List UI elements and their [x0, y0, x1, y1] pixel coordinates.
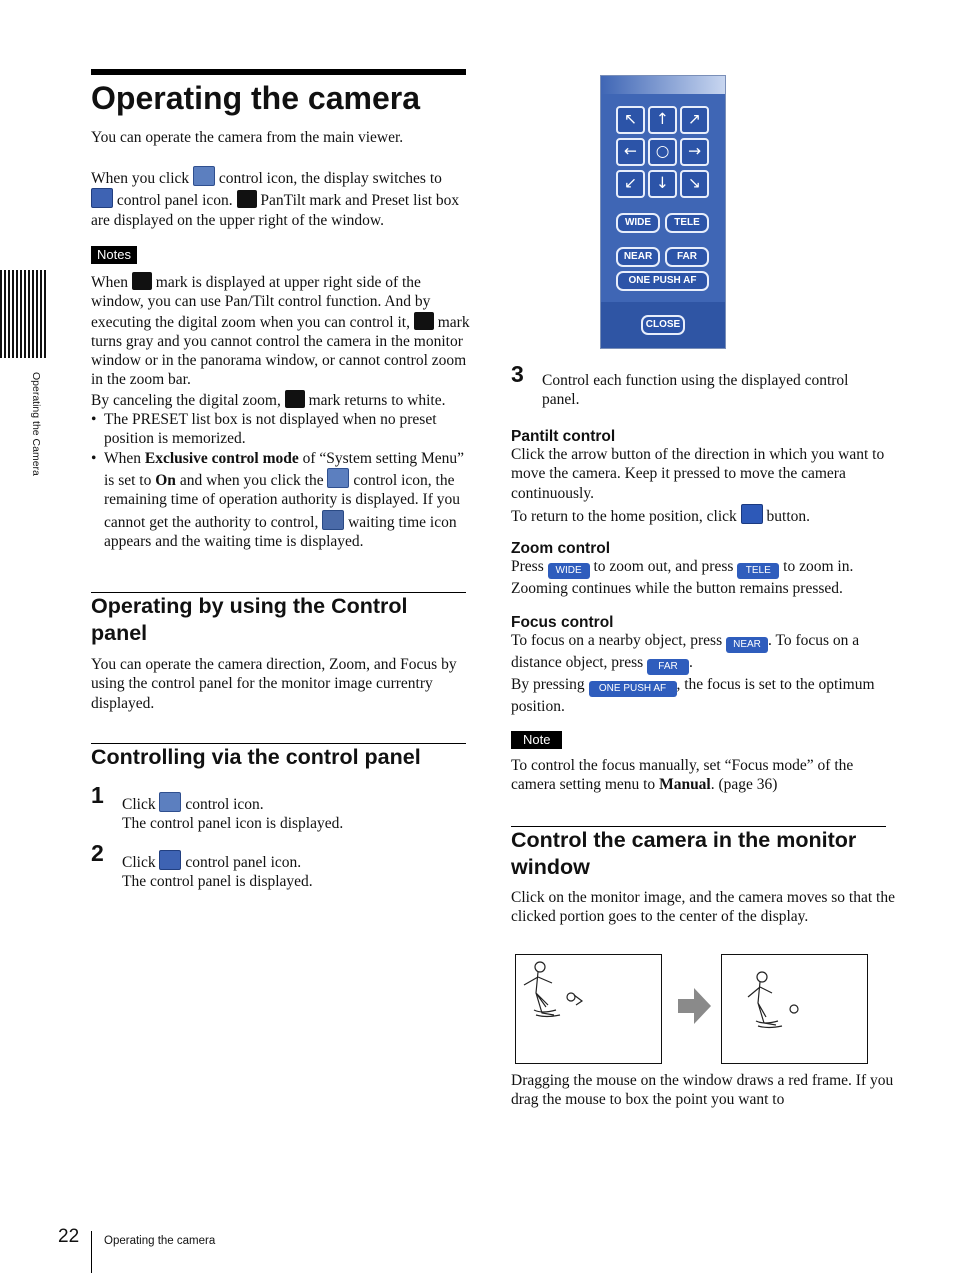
step-2-text — [122, 850, 467, 892]
pantilt-mark-icon — [414, 312, 434, 330]
step-1-text — [122, 792, 467, 834]
focus-line-2 — [511, 675, 891, 716]
notes-bullets — [91, 410, 471, 551]
text: button. — [762, 507, 811, 525]
section3-text: Click on the monitor image, and the camera moves so that the clicked portion goes to the center of the display. — [511, 889, 895, 926]
far-button[interactable]: FAR — [665, 247, 709, 267]
intro-paragraph: You can operate the camera from the main viewer. — [91, 129, 404, 146]
section2-heading: Controlling via the control panel — [91, 745, 421, 769]
focus-body — [511, 631, 891, 716]
focus-line-1 — [511, 631, 891, 675]
step-2-number: 2 — [91, 840, 104, 866]
step-3-number: 3 — [511, 361, 524, 387]
step-1-number: 1 — [91, 782, 104, 808]
text-bold: Exclusive control mode — [144, 449, 299, 467]
control-panel-window — [600, 75, 726, 349]
text: To return to the home position, click — [511, 507, 741, 525]
text-c: control panel icon. — [113, 192, 237, 210]
arrow-up-left-button[interactable]: ↖ — [616, 106, 645, 134]
text-b: control icon, the display switches to — [215, 170, 442, 187]
home-circle-icon — [741, 504, 763, 524]
page-title: Operating the camera — [91, 80, 420, 116]
near-button[interactable]: NEAR — [616, 247, 660, 267]
step-3-text — [542, 371, 887, 410]
pantilt-mark-icon — [237, 190, 257, 208]
pantilt-mark-icon — [132, 272, 152, 290]
wide-button[interactable]: WIDE — [616, 213, 660, 233]
drag-text-block — [511, 1071, 896, 1110]
text: of “System setting Menu” is set to — [104, 449, 465, 489]
note-bullet-preset: • The PRESET list box is not displayed when no preset position is memorized. — [91, 410, 471, 449]
intro-text — [91, 128, 471, 147]
note-label — [511, 730, 562, 749]
monitor-after-frame — [721, 954, 868, 1064]
arrow-down-left-button[interactable]: ↙ — [616, 170, 645, 198]
note-bullet-exclusive — [91, 449, 471, 551]
soccer-player-before-illustration — [516, 955, 661, 1063]
note-paragraph-1 — [91, 272, 471, 390]
section1-body — [91, 655, 471, 713]
text-d: PanTilt mark and Preset list box are displayed on the upper right of the window. — [91, 192, 460, 229]
text: mark is displayed at upper right side of the window, you can use Pan/Tilt control function. And by executing the digital zoom when you can control it, — [91, 274, 431, 331]
zoom-heading: Zoom control — [511, 540, 611, 557]
step-1-result: The control panel icon is displayed. — [122, 815, 344, 833]
step-2-result: The control panel is displayed. — [122, 873, 313, 891]
page-number: 22 — [58, 1226, 80, 1247]
text: control icon. — [181, 796, 264, 813]
pantilt-home — [511, 504, 891, 526]
arrow-down-right-button[interactable]: ↘ — [680, 170, 709, 198]
soccer-player-after-illustration — [722, 955, 867, 1063]
text: When — [104, 449, 145, 467]
pantilt-text: Click the arrow button of the direction in which you want to move the camera. Keep it pressed to move the camera continuously. — [511, 446, 885, 502]
text: to zoom in. — [779, 558, 854, 575]
arrow-down-button[interactable]: ↓ — [648, 170, 677, 198]
text-a: When you click — [91, 170, 194, 187]
note-paragraph-2 — [91, 390, 471, 410]
footer-label: Operating the camera — [104, 1235, 216, 1247]
pantilt-heading: Pantilt control — [511, 428, 616, 445]
footer-divider — [91, 1231, 92, 1273]
camera-control-icon — [327, 468, 349, 488]
control-panel-icon — [91, 188, 113, 208]
tele-button[interactable]: TELE — [665, 213, 709, 233]
text: Click — [122, 796, 160, 813]
zoom-body — [511, 557, 896, 598]
sidebar-label: Operating the Camera — [30, 372, 42, 476]
text-bold: Manual — [659, 776, 711, 794]
arrow-right-button[interactable]: → — [680, 138, 709, 166]
text: waiting time icon appears and the waiting time is displayed. — [104, 513, 457, 550]
pantilt-body — [511, 445, 891, 526]
notes-label — [91, 245, 137, 264]
text-bold: On — [155, 471, 176, 489]
text: When — [91, 274, 132, 291]
text: To control the focus manually, set “Focus mode” of the camera setting menu to — [511, 757, 854, 794]
wide-button-image: WIDE — [548, 563, 590, 579]
step-2-line — [122, 850, 467, 872]
one-push-af-button[interactable]: ONE PUSH AF — [616, 271, 709, 291]
one-push-af-button-image: ONE PUSH AF — [589, 681, 677, 697]
zoom-line-2: Zooming continues while the button remains pressed. — [511, 580, 843, 597]
pantilt-mark-icon — [285, 390, 305, 408]
tele-button-image: TELE — [737, 563, 779, 579]
notes-body — [91, 272, 471, 551]
control-panel-icon — [159, 850, 181, 870]
drag-text: Dragging the mouse on the window draws a red frame. If you drag the mouse to box the point you want to — [511, 1072, 894, 1109]
far-button-image: FAR — [647, 659, 689, 675]
camera-control-icon — [193, 166, 215, 186]
hourglass-icon — [322, 510, 344, 530]
text: to zoom out, and press — [589, 558, 738, 575]
arrow-right-graphic — [678, 988, 712, 1024]
text: mark returns to white. — [304, 391, 446, 409]
arrow-left-button[interactable]: ← — [616, 138, 645, 166]
arrow-up-button[interactable]: ↑ — [648, 106, 677, 134]
section3-heading: Control the camera in the monitor window — [511, 828, 857, 879]
text: . (page 36) — [710, 776, 778, 794]
text: , the focus is set to the optimum position. — [511, 676, 875, 715]
note-text — [511, 756, 891, 795]
note-badge: Note — [511, 731, 562, 749]
text: By pressing — [511, 676, 589, 693]
text: . To focus on a distance object, press — [511, 632, 860, 671]
section1-text: You can operate the camera direction, Zoom, and Focus by using the control panel for the monitor image currentry displayed. — [91, 656, 457, 712]
near-button-image: NEAR — [726, 637, 768, 653]
section1-heading: Operating by using the Control panel — [91, 594, 408, 645]
section3-body — [511, 888, 896, 927]
text: To focus on a nearby object, press — [511, 632, 726, 649]
title-rule — [91, 69, 466, 75]
panel-titlebar — [601, 76, 725, 94]
text: control panel icon. — [181, 854, 302, 871]
text: . — [689, 654, 693, 671]
text: Press — [511, 558, 548, 575]
close-button[interactable]: CLOSE — [641, 315, 685, 335]
display-switch-paragraph — [91, 166, 471, 230]
camera-control-icon — [159, 792, 181, 812]
monitor-before-frame — [515, 954, 662, 1064]
arrow-up-right-button[interactable]: ↗ — [680, 106, 709, 134]
display-switch-text — [91, 166, 471, 230]
home-button[interactable]: ○ — [648, 138, 677, 166]
text: mark turns gray and you cannot control the camera in the monitor window or in the panorama window, or cannot control zoom in the zoom bar. — [91, 313, 470, 389]
text: By canceling the digital zoom, — [91, 391, 285, 409]
note-body — [511, 756, 891, 795]
text: Click — [122, 854, 160, 871]
notes-badge: Notes — [91, 246, 137, 264]
step-3-line: Control each function using the displayed control panel. — [542, 372, 849, 409]
focus-heading: Focus control — [511, 614, 614, 631]
step-1-line — [122, 792, 467, 814]
zoom-line-1 — [511, 557, 896, 579]
text: control icon, the remaining time of operation authority is displayed. If you cannot get the authority to control, — [104, 471, 460, 531]
sidebar-tab-bars — [0, 270, 46, 358]
text: and when you click the — [175, 471, 328, 489]
